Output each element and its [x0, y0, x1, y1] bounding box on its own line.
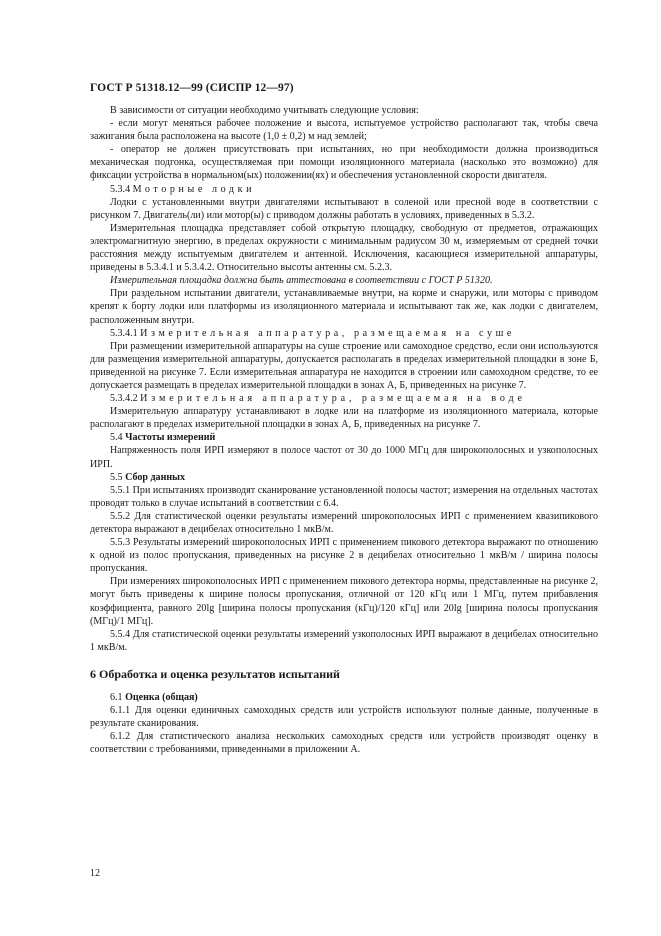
subsection-number: 5.3.4.1 [110, 327, 138, 339]
subsection-heading [90, 691, 598, 704]
paragraph: - если могут меняться рабочее положение и высота, испытуемое устройство располагают так, чтобы свеча зажигания была расположена на высоте (1,0 ± 0,2) м над землей; [90, 118, 598, 143]
paragraph: 5.5.1 При испытаниях производят сканирование установленной полосы частот; измерения на отдельных частотах проводят только в случае испытаний в соответствии с 6.4. [90, 484, 598, 509]
spacer [90, 654, 598, 668]
subsection-heading [90, 392, 598, 405]
paragraph: 5.5.4 Для статистической оценки результаты измерений узкополосных ИРП выражают в децибелах относительно 1 мкВ/м. [90, 628, 598, 653]
paragraph: 6.1.2 Для статистического анализа нескольких самоходных средств или устройств производят оценку в соответствии с требованиями, приведенными в приложении А. [90, 731, 598, 756]
subsection-number: 5.5 [110, 471, 123, 483]
document-body [90, 104, 598, 757]
paragraph: - оператор не должен присутствовать при испытаниях, но при необходимости должна производиться механическая подгонка, осуществляемая при помощи изоляционного материала (насколько это возможно) для фиксации устройства в нормальном(ых) положении(ях) и обеспечения установленной скорости двигателя. [90, 144, 598, 182]
document-header: ГОСТ Р 51318.12—99 (СИСПР 12—97) [90, 82, 294, 94]
paragraph: При размещении измерительной аппаратуры на суше строение или самоходное средство, если они используются для размещения измерительной аппаратуры, допускается располагать в пределах измерительной площадки в зоне Б, приведенной на рисунке 7. Если измерительная аппаратура не находится в строении или самоходном средстве, то ее допускается размещать в пределах измерительной площадки в зонах А, Б, приведенных на рисунке 7. [90, 340, 598, 391]
paragraph: Лодки с установленными внутри двигателями испытывают в соленой или пресной воде в соответствии с рисунком 7. Двигатель(ли) или мотор(ы) с приводом должны работать в условиях, приведенных в 5.3.2. [90, 196, 598, 221]
subsection-heading [90, 431, 598, 444]
paragraph: При измерениях широкополосных ИРП с применением пикового детектора нормы, представленные на рисунке 2, могут быть приведены к ширине полосы пропускания, отличной от 120 кГц или 1 МГц, путем прибавления коэффициента, равного 20lg [ширина полосы пропускания (кГц)/120 кГц] или 20lg [ширина полосы пропускания (МГц)/1 МГц]. [90, 576, 598, 627]
subsection-title: Оценка (общая) [125, 692, 198, 704]
paragraph: Напряженность поля ИРП измеряют в полосе частот от 30 до 1000 МГц для широкополосных и узкополосных ИРП. [90, 445, 598, 470]
spacer [90, 681, 598, 691]
paragraph: При раздельном испытании двигатели, устанавливаемые внутри, на корме и снаружи, или моторы с приводом крепят к борту лодки или платформы из изоляционного материала и испытывают так же, как лодки с двигателем, расположенным внутри. [90, 288, 598, 326]
subsection-title: Сбор данных [125, 471, 186, 483]
subsection-number: 6.1 [110, 692, 123, 704]
paragraph: Измерительная площадка представляет собой открытую площадку, свободную от предметов, отражающих электромагнитную энергию, в пределах окружности с минимальным радиусом 30 м, измеряемым от средней точки расстояния между испытуемым двигателем и антенной. Исключения, касающиеся измерительной аппаратуры, приведены в 5.3.4.1 и 5.3.4.2. Относительно высоты антенны см. 5.2.3. [90, 222, 598, 274]
subsection-heading [90, 471, 598, 484]
subsection-title: Моторные лодки [132, 183, 256, 195]
paragraph-italic: Измерительная площадка должна быть аттестована в соответствии с ГОСТ Р 51320. [110, 275, 493, 287]
paragraph: 6.1.1 Для оценки единичных самоходных средств или устройств используют полные данные, полученные в результате сканирования. [90, 705, 598, 730]
paragraph: Измерительную аппаратуру устанавливают в лодке или на платформе из изоляционного материала, которые располагают в пределах измерительной площадки в зонах А, Б, приведенных на рисунке 7. [90, 406, 598, 431]
paragraph: В зависимости от ситуации необходимо учитывать следующие условия: [110, 105, 419, 116]
subsection-number: 5.4 [110, 432, 123, 444]
subsection-number: 5.3.4.2 [110, 393, 138, 405]
subsection-title: Измерительная аппаратура, размещаемая на воде [140, 393, 526, 405]
paragraph: 5.5.3 Результаты измерений широкополосных ИРП с применением пикового детектора выражают по отношению к одной из полос пропускания, приведенных на рисунке 2 в децибелах относительно 1 мкВ/м / ширина полосы пропускания. [90, 537, 598, 575]
subsection-heading [90, 327, 598, 340]
subsection-title: Измерительная аппаратура, размещаемая на суше [140, 327, 515, 339]
section-title: 6 Обработка и оценка результатов испытаний [90, 666, 340, 681]
subsection-number: 5.3.4 [110, 183, 131, 195]
subsection-title: Частоты измерений [125, 432, 216, 444]
page-number: 12 [90, 868, 100, 879]
paragraph: 5.5.2 Для статистической оценки результаты измерений широкополосных ИРП с применением квазипикового детектора выражают в децибелах относительно 1 мкВ/м. [90, 510, 598, 535]
subsection-heading [90, 183, 598, 196]
